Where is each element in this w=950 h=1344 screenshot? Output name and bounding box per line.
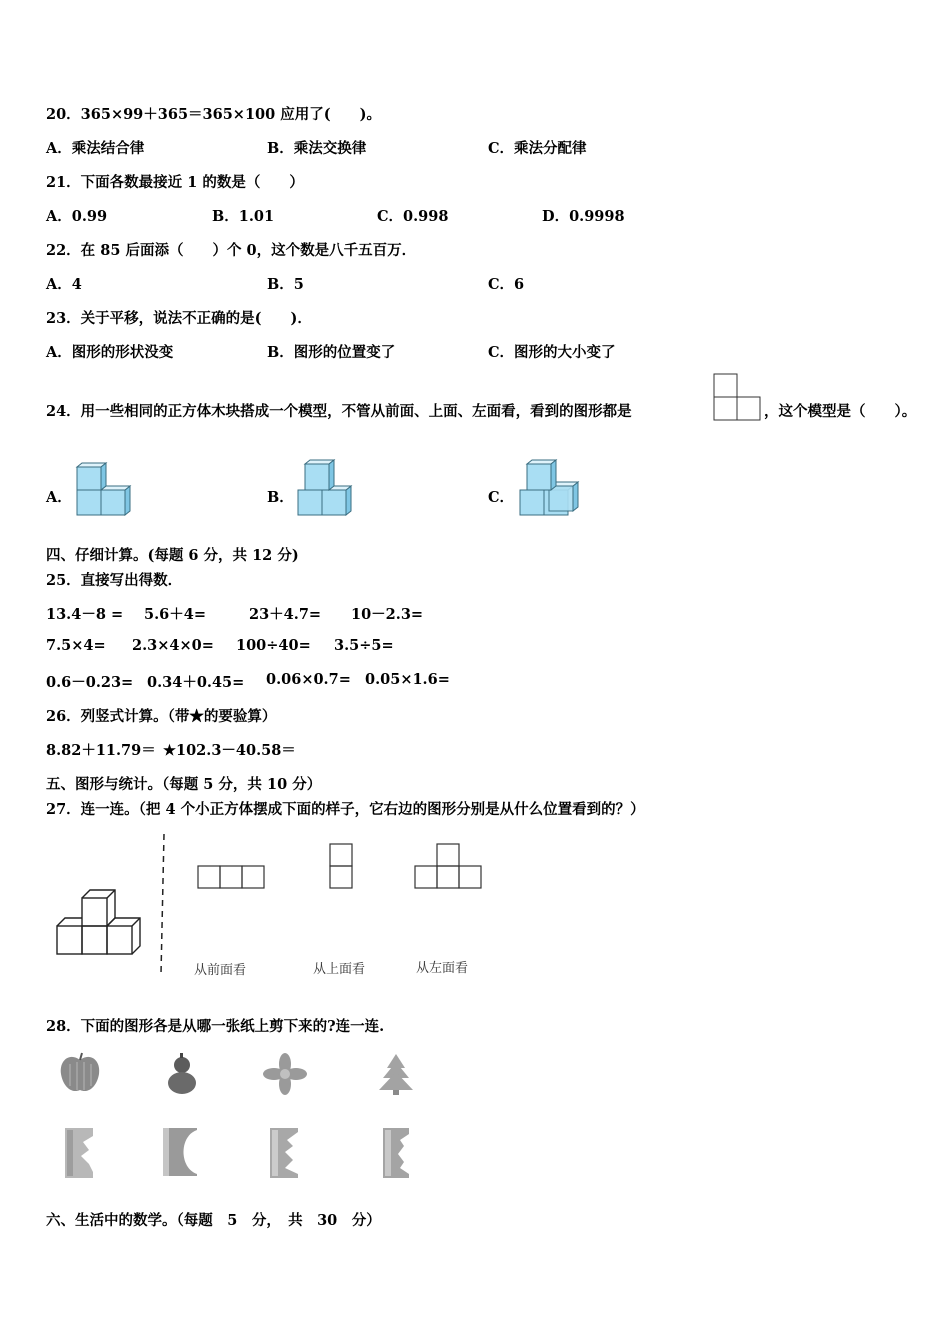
- front-view-icon: [198, 866, 264, 888]
- q28-figure: [55, 1050, 425, 1185]
- q25-r1-c2: 5.6＋4=: [144, 606, 206, 623]
- q25-r1-c3: 23＋4.7=: [249, 606, 322, 623]
- q21-option-c: C．0.998: [377, 208, 449, 225]
- caption-top-view: 从上面看: [313, 962, 366, 977]
- q20-option-a: A．乘法结合律: [46, 140, 145, 157]
- q25-r1-c4: 10－2.3=: [351, 606, 424, 623]
- caption-left-view: 从左面看: [416, 961, 469, 976]
- view-shape-icon: [713, 373, 761, 421]
- gourd-shape-icon: [168, 1053, 196, 1094]
- q25-r2-c4: 3.5÷5=: [334, 637, 394, 654]
- q24-option-a: A．: [46, 489, 72, 506]
- q21-stem: 21．下面各数最接近 1 的数是（ ）: [46, 174, 304, 191]
- section6-title: 六、生活中的数学。（每题 5 分， 共 30 分）: [46, 1212, 381, 1229]
- left-view-icon: [415, 844, 481, 888]
- section4-title: 四、仔细计算。(每题 6 分，共 12 分): [46, 547, 299, 564]
- q23-stem: 23．关于平移，说法不正确的是( )．: [46, 310, 312, 327]
- q26-item-2: ★102.3－40.58＝: [163, 742, 296, 759]
- q24-stem-after: ，这个模型是（ ）。: [764, 403, 917, 420]
- paper-4-icon: [383, 1128, 409, 1178]
- apple-shape-icon: [61, 1053, 99, 1091]
- paper-1-icon: [65, 1128, 93, 1178]
- q20-option-c: C．乘法分配律: [488, 140, 587, 157]
- q22-option-a: A．4: [46, 276, 82, 293]
- q24-option-b: B．: [267, 489, 294, 506]
- q25-r3-c3: 0.06×0.7=: [266, 671, 351, 688]
- flower-shape-icon: [263, 1053, 307, 1095]
- q21-option-a: A．0.99: [46, 208, 108, 225]
- q22-option-c: C．6: [488, 276, 525, 293]
- q25-r2-c3: 100÷40=: [236, 637, 311, 654]
- q25-r3-c2: 0.34＋0.45=: [147, 674, 245, 691]
- section5-title: 五、图形与统计。（每题 5 分，共 10 分）: [46, 776, 322, 793]
- q23-option-a: A．图形的形状没变: [46, 344, 174, 361]
- q24-stem-before: 24．用一些相同的正方体木块搭成一个模型，不管从前面、上面、左面看，看到的图形都是: [46, 403, 632, 420]
- q20-stem: 20．365×99＋365＝365×100 应用了( )。: [46, 106, 381, 123]
- dashed-divider: [161, 834, 164, 974]
- q24-option-c: C．: [488, 489, 515, 506]
- q28-stem: 28．下面的图形各是从哪一张纸上剪下来的?连一连.: [46, 1018, 385, 1035]
- q23-option-c: C．图形的大小变了: [488, 344, 616, 361]
- q25-r3-c4: 0.05×1.6=: [365, 671, 450, 688]
- cube-model-c-icon: [519, 459, 581, 519]
- cube-model-a-icon: [76, 462, 132, 518]
- q25-r2-c2: 2.3×4×0=: [132, 637, 214, 654]
- q26-item-1: 8.82＋11.79＝: [46, 742, 156, 759]
- q21-option-d: D．0.9998: [542, 208, 625, 225]
- q22-stem: 22．在 85 后面添（ ）个 0，这个数是八千五百万．: [46, 242, 417, 259]
- q27-stem: 27．连一连。（把 4 个小正方体摆成下面的样子，它右边的图形分别是从什么位置看到的？）: [46, 801, 645, 818]
- top-view-icon: [330, 844, 352, 888]
- q20-option-b: B．乘法交换律: [267, 140, 367, 157]
- q26-stem: 26．列竖式计算。（带★的要验算）: [46, 708, 277, 725]
- q21-option-b: B．1.01: [212, 208, 275, 225]
- q25-r2-c1: 7.5×4=: [46, 637, 106, 654]
- q23-option-b: B．图形的位置变了: [267, 344, 396, 361]
- cube-stack-icon: [57, 890, 140, 954]
- q25-stem: 25．直接写出得数．: [46, 572, 183, 589]
- q22-option-b: B．5: [267, 276, 304, 293]
- q25-r1-c1: 13.4－8 =: [46, 606, 124, 623]
- q25-r3-c1: 0.6－0.23=: [46, 674, 134, 691]
- cube-model-b-icon: [297, 459, 353, 519]
- tree-shape-icon: [379, 1054, 413, 1095]
- caption-front-view: 从前面看: [194, 963, 247, 978]
- paper-3-icon: [270, 1128, 298, 1178]
- paper-2-icon: [163, 1128, 197, 1176]
